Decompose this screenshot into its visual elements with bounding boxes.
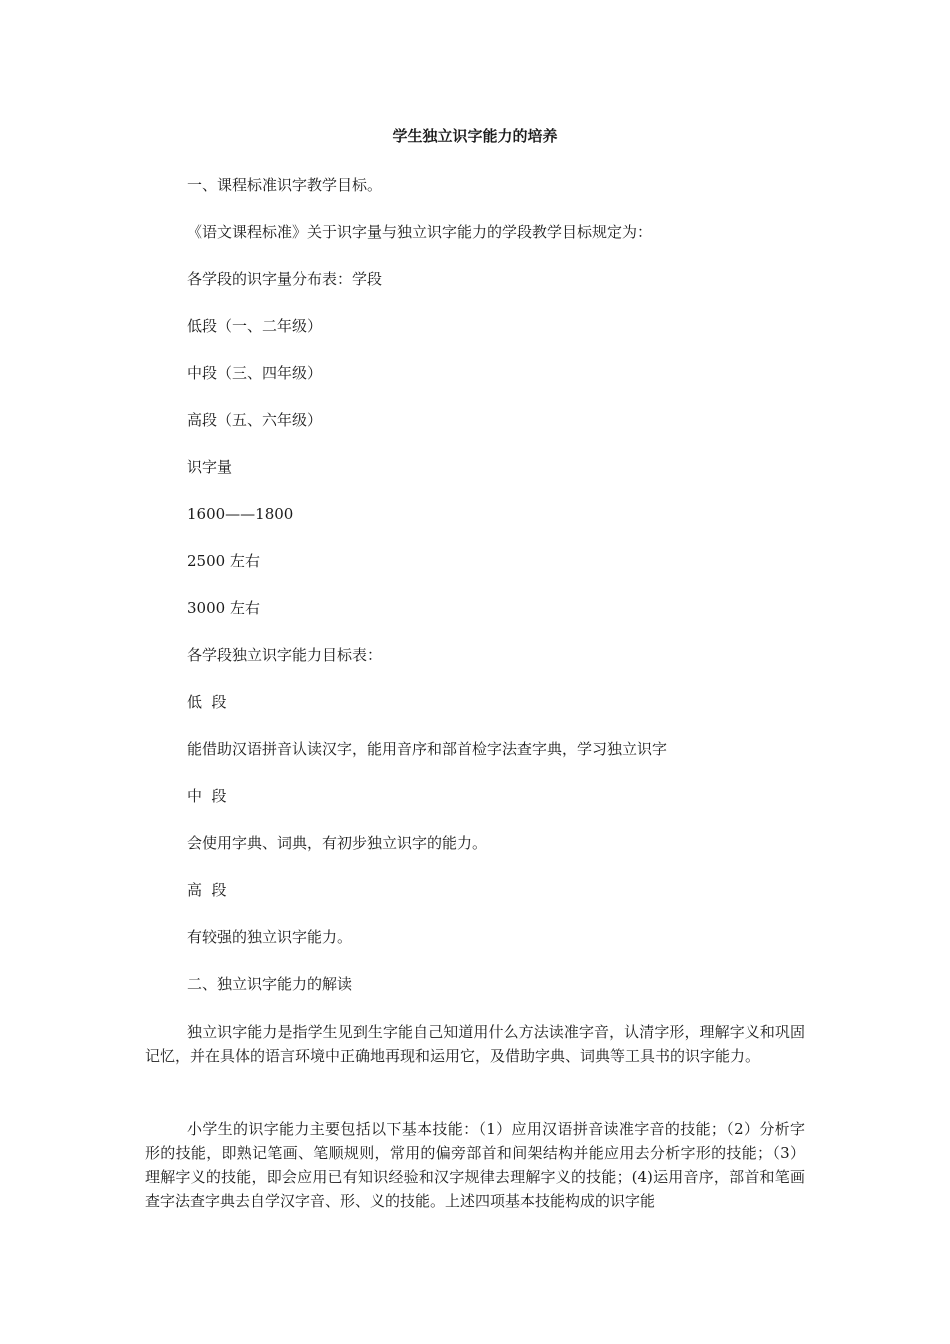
body-paragraph: 独立识字能力是指学生见到生字能自己知道用什么方法读准字音，认清字形，理解字义和巩固记忆，并在具体的语言环境中正确地再现和运用它，及借助字典、词典等工具书的识字能力。 [145, 1023, 805, 1065]
text-line: 中 段 [187, 787, 227, 805]
text-line: 2500 左右 [187, 552, 260, 570]
text-line: 高 段 [187, 881, 227, 899]
text-line: 1600——1800 [187, 505, 294, 523]
text-line: 低段（一、二年级） [187, 317, 323, 335]
text-line: 高段（五、六年级） [187, 411, 323, 429]
text-line: 识字量 [187, 458, 233, 476]
text-line: 能借助汉语拼音认读汉字，能用音序和部首检字法查字典，学习独立识字 [187, 740, 668, 758]
text-line: 有较强的独立识字能力。 [187, 928, 353, 946]
text-line: 《语文课程标准》关于识字量与独立识字能力的学段教学目标规定为： [187, 223, 653, 241]
text-line: 中段（三、四年级） [187, 364, 323, 382]
table-caption-ability: 各学段独立识字能力目标表： [187, 646, 383, 664]
document-title: 学生独立识字能力的培养 [392, 127, 558, 145]
section-heading-2: 二、独立识字能力的解读 [187, 975, 353, 993]
text-line: 3000 左右 [187, 599, 260, 617]
text-line: 会使用字典、词典，有初步独立识字的能力。 [187, 834, 488, 852]
text-line: 低 段 [187, 693, 227, 711]
section-heading-1: 一、课程标准识字教学目标。 [187, 176, 383, 194]
body-paragraph: 小学生的识字能力主要包括以下基本技能：（1）应用汉语拼音读准字音的技能；（2）分析字形的技能，即熟记笔画、笔顺规则，常用的偏旁部首和间架结构并能应用去分析字形的技能；（3）理解字义的技能，即会应用已有知识经验和汉字规律去理解字义的技能；(4)运用音序，部首和笔画查字法查字典去自学汉字音、形、义的技能。上述四项基本技能构成的识字能 [145, 1120, 805, 1210]
table-caption-literacy: 各学段的识字量分布表：学段 [187, 270, 383, 288]
